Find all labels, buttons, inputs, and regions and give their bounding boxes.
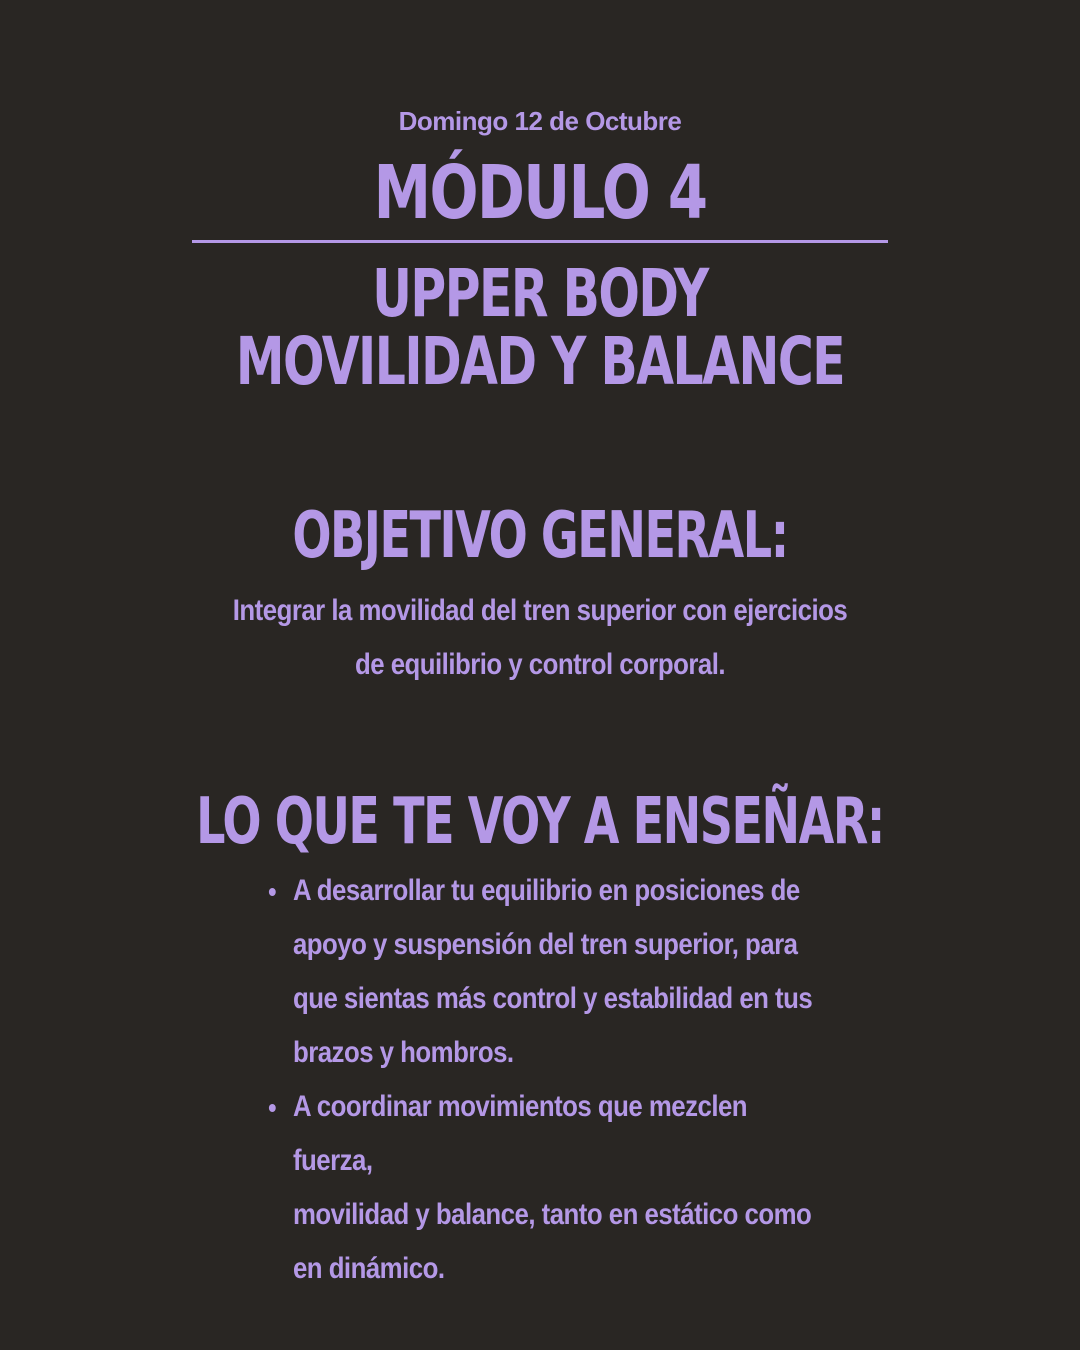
subtitle-line-1: UPPER BODY — [372, 255, 708, 332]
objective-line: de equilibrio y control corporal. — [354, 648, 726, 681]
module-subtitle — [140, 255, 939, 400]
teach-heading: LO QUE TE VOY A ENSEÑAR: — [196, 785, 884, 859]
bullet-icon — [269, 888, 276, 896]
objective-text — [196, 584, 884, 692]
list-item-line: A desarrollar tu equilibrio en posiciones de — [292, 874, 800, 907]
objective-line: Integrar la movilidad del tren superior con ejercicios — [232, 594, 848, 627]
divider — [192, 240, 888, 243]
list-item-line: A coordinar movimientos que mezclen fuerza, — [292, 1090, 748, 1177]
module-title: MÓDULO 4 — [373, 150, 707, 236]
teach-list — [262, 864, 812, 1296]
list-item — [262, 864, 812, 1080]
date-label: Domingo 12 de Octubre — [398, 106, 682, 136]
subtitle-line-2: MOVILIDAD Y BALANCE — [235, 323, 845, 400]
list-item-line: brazos y hombros. — [292, 1036, 514, 1069]
list-item-line: movilidad y balance, tanto en estático como — [292, 1198, 812, 1231]
objective-heading: OBJETIVO GENERAL: — [292, 499, 788, 573]
list-item — [262, 1080, 812, 1296]
list-item-line: en dinámico. — [292, 1252, 445, 1285]
list-item-line: que sientas más control y estabilidad en tus — [292, 982, 813, 1015]
list-item-line: apoyo y suspensión del tren superior, para — [292, 928, 798, 961]
bullet-icon — [269, 1104, 276, 1112]
